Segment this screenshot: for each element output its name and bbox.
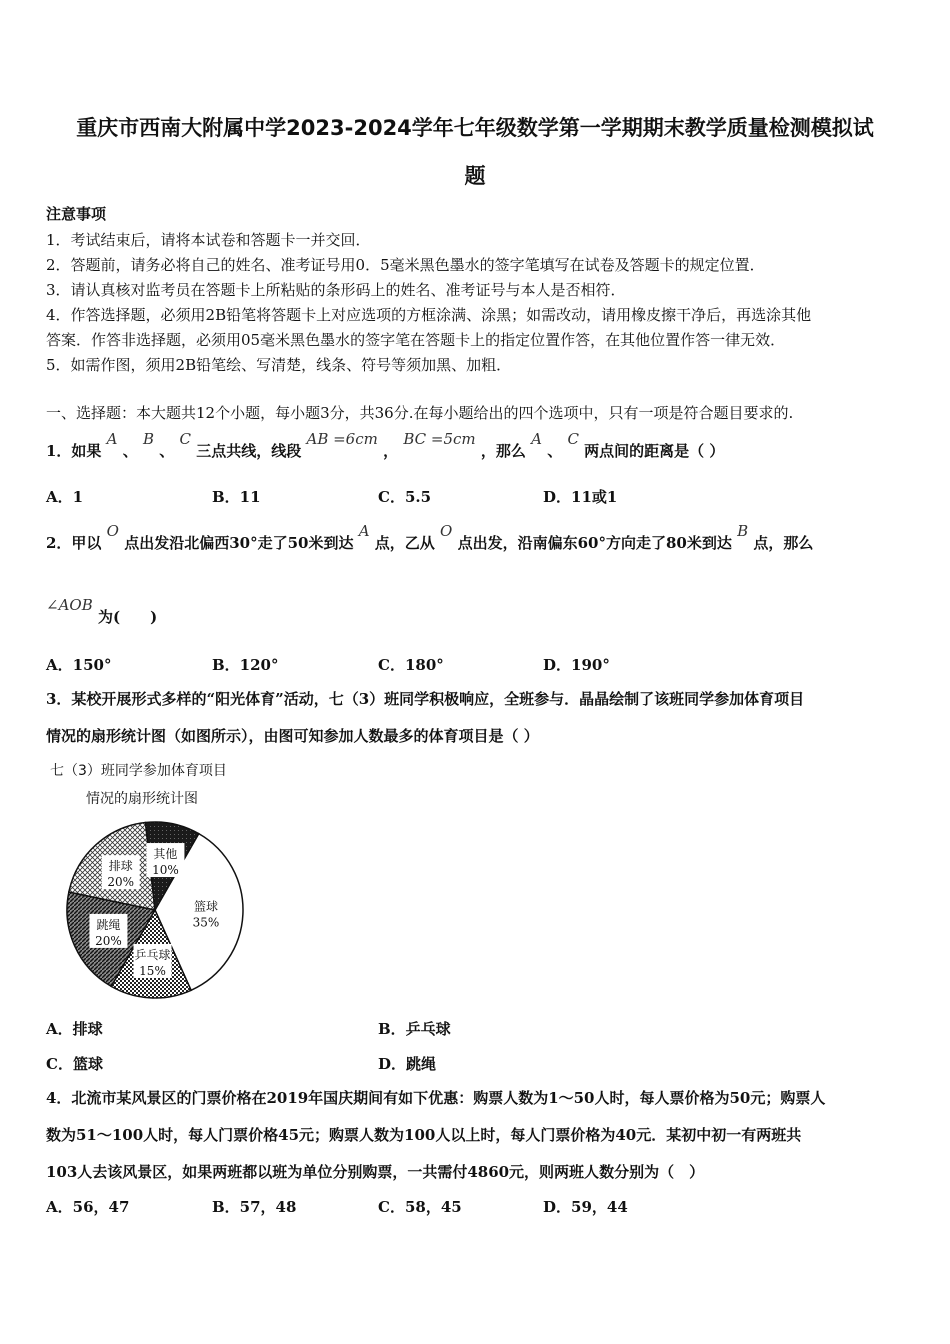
- option-b: B．120°: [212, 656, 279, 674]
- slice-category-label: 排球: [108, 859, 133, 874]
- chart-title: 七（3）班同学参加体育项目: [50, 763, 227, 779]
- slice-category-label: 篮球: [193, 899, 218, 914]
- option-d: D．11或1: [543, 488, 618, 506]
- option-d: D．跳绳: [378, 1055, 437, 1073]
- notice-item: 4．作答选择题，必须用2B铅笔将答题卡上对应选项的方框涂满、涂黑；如需改动，请用橡皮擦干净后，再选涂其他: [46, 306, 812, 324]
- chart-subtitle: 情况的扇形统计图: [86, 791, 198, 807]
- notice-heading: 注意事项: [46, 205, 107, 223]
- option-d: D．59，44: [543, 1198, 628, 1216]
- notice-item: 1．考试结束后，请将本试卷和答题卡一并交回．: [46, 231, 371, 249]
- option-c: C．58，45: [378, 1198, 462, 1216]
- slice-category-label: 其他: [153, 847, 178, 862]
- option-b: B．11: [212, 488, 261, 506]
- notice-item: 5．如需作图，须用2B铅笔绘、写清楚，线条、符号等须加黑、加粗．: [46, 356, 512, 374]
- document-title: 重庆市西南大附属中学2023-2024学年七年级数学第一学期期末教学质量检测模拟试: [76, 116, 874, 140]
- option-b: B．57，48: [212, 1198, 297, 1216]
- question-3-continued: 情况的扇形统计图（如图所示），由图可知参加人数最多的体育项目是（ ）: [46, 727, 539, 745]
- option-a: A．56，47: [46, 1198, 130, 1216]
- option-a: A．1: [46, 488, 84, 506]
- notice-item: 2．答题前，请务必将自己的姓名、准考证号用0．5毫米黑色墨水的签字笔填写在试卷及答题卡的规定位置．: [46, 256, 765, 274]
- question-4: 4．北流市某风景区的门票价格在2019年国庆期间有如下优惠：购票人数为1～50人时，每人票价格为50元；购票人: [46, 1089, 826, 1107]
- slice-percent-label: 10%: [152, 863, 179, 878]
- section-heading: 一、选择题：本大题共12个小题，每小题3分，共36分.在每小题给出的四个选项中，只有一项是符合题目要求的.: [46, 404, 794, 422]
- document-title-continued: 题: [464, 164, 486, 188]
- question-4-continued: 数为51～100人时，每人门票价格45元；购票人数为100人以上时，每人门票价格为40元．某初中初一有两班共: [46, 1126, 802, 1144]
- slice-category-label: 乒乓球: [134, 947, 171, 962]
- pie-chart: [50, 758, 290, 1008]
- notice-item: 答案．作答非选择题，必须用05毫米黑色墨水的签字笔在答题卡上的指定位置作答，在其他位置作答一律无效．: [46, 331, 786, 349]
- question-2-continued: ∠AOB 为( ): [46, 596, 158, 626]
- question-1: 1．如果 A 、 B 、 C 三点共线，线段 AB =6cm ， BC =5cm ，那么 A 、 C 两点间的距离是（ ）: [46, 430, 725, 460]
- question-3: 3．某校开展形式多样的“阳光体育”活动，七（3）班同学积极响应，全班参与．晶晶绘制了该班同学参加体育项目: [46, 690, 805, 708]
- pie-svg: [50, 810, 290, 1010]
- slice-percent-label: 15%: [139, 963, 166, 978]
- option-c: C．篮球: [46, 1055, 103, 1073]
- option-a: A．150°: [46, 656, 112, 674]
- question-4-continued: 103人去该风景区，如果两班都以班为单位分别购票，一共需付4860元，则两班人数分别为（ ）: [46, 1163, 705, 1181]
- slice-percent-label: 20%: [95, 933, 122, 948]
- slice-percent-label: 35%: [192, 915, 220, 930]
- option-c: C．180°: [378, 656, 444, 674]
- option-a: A．排球: [46, 1020, 103, 1038]
- slice-category-label: 跳绳: [96, 917, 121, 932]
- question-2: 2．甲以 O 点出发沿北偏西30°走了50米到达 A 点，乙从 O 点出发，沿南偏东60°方向走了80米到达 B 点，那么: [46, 522, 814, 552]
- slice-percent-label: 20%: [107, 875, 135, 890]
- option-c: C．5.5: [378, 488, 432, 506]
- notice-item: 3．请认真核对监考员在答题卡上所粘贴的条形码上的姓名、准考证号与本人是否相符．: [46, 281, 626, 299]
- option-d: D．190°: [543, 656, 610, 674]
- option-b: B．乒乓球: [378, 1020, 451, 1038]
